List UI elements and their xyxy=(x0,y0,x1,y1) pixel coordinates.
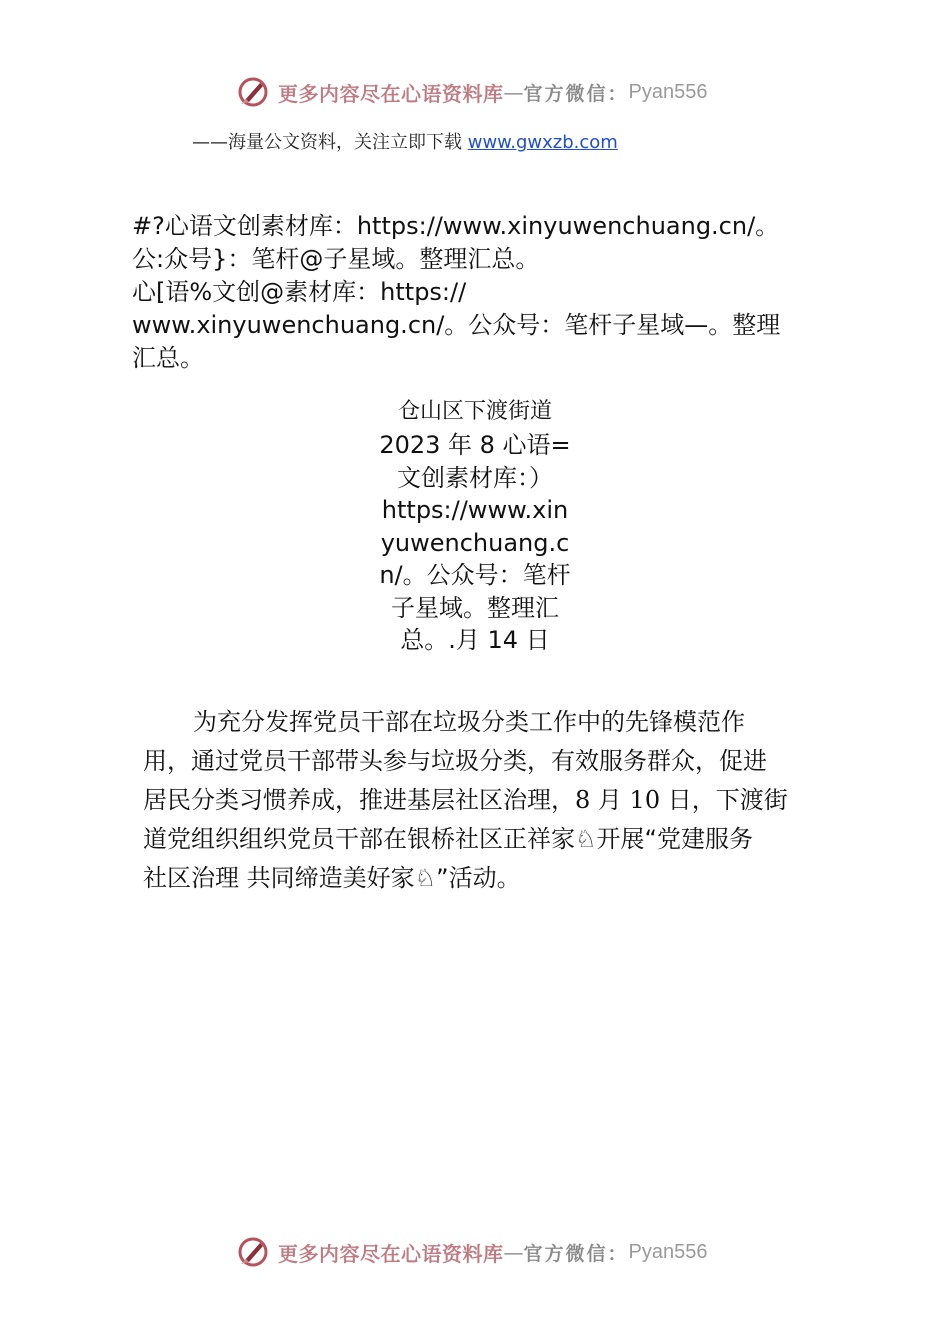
body-line: 为充分发挥党员干部在垃圾分类工作中的先锋模范作 xyxy=(193,708,745,736)
intro-line: 汇总。 xyxy=(132,344,204,372)
place-name: 仓山区下渡街道 xyxy=(397,399,552,424)
body-text-segment: 日，下渡街 xyxy=(660,786,788,814)
watermark-wechat-id: Pyan556 xyxy=(628,1240,708,1263)
dateline-line: 文创素材库：） xyxy=(397,463,553,492)
intro-line: www.xinyuwenchuang.cn/。公众号：笔杆子星域—。整理 xyxy=(132,311,781,339)
watermark-wechat-label: 官方微信： xyxy=(523,82,629,105)
watermark-title: 更多内容尽在心语资料库 xyxy=(278,1241,504,1266)
month-number: 8 xyxy=(575,786,591,814)
intro-line: #?心语文创素材库：https://www.xinyuwenchuang.cn/。 xyxy=(132,212,780,240)
dateline-line: 总。.月 14 日 xyxy=(400,626,550,654)
intro-line: 心[语%文创@素材库：https:// xyxy=(132,278,467,306)
footer-watermark xyxy=(236,1232,707,1272)
intro-line: 公:众号}：笔杆@子星域。整理汇总。 xyxy=(132,245,540,273)
brush-logo-icon xyxy=(236,75,270,109)
dateline-line: https://www.xin xyxy=(381,496,569,524)
watermark-wechat-label: 官方微信： xyxy=(523,1242,629,1265)
body-line xyxy=(143,781,823,820)
dateline-line: yuwenchuang.c xyxy=(380,528,570,557)
watermark-wechat-id: Pyan556 xyxy=(628,80,708,103)
dateline-line: 2023 年 8 心语= xyxy=(379,431,571,459)
watermark-dash: — xyxy=(503,1240,524,1264)
body-line: 社区治理 共同缔造美好家♘”活动。 xyxy=(143,864,521,892)
download-notice-text: ——海量公文资料，关注立即下载 xyxy=(192,132,468,153)
body-text-segment: 居民分类习惯养成，推进基层社区治理， xyxy=(143,786,575,814)
header-watermark xyxy=(236,72,707,112)
day-number: 10 xyxy=(629,786,661,814)
watermark-title: 更多内容尽在心语资料库 xyxy=(278,81,504,106)
body-line: 道党组织组织党员干部在银桥社区正祥家♘开展“党建服务 xyxy=(143,825,753,853)
gwxzb-link[interactable]: www.gwxzb.com xyxy=(467,132,618,153)
intro-paragraph xyxy=(132,210,832,375)
body-line: 用，通过党员干部带头参与垃圾分类，有效服务群众，促进 xyxy=(143,747,767,775)
watermark-dash: — xyxy=(503,80,524,104)
brush-logo-icon xyxy=(236,1235,270,1269)
body-text-segment: 月 xyxy=(590,786,630,814)
body-paragraph xyxy=(143,703,823,898)
dateline-line: 子星域。整理汇 xyxy=(391,593,559,622)
dateline-block xyxy=(355,395,595,657)
dateline-line: n/。公众号：笔杆 xyxy=(379,561,571,589)
download-notice xyxy=(192,128,618,154)
